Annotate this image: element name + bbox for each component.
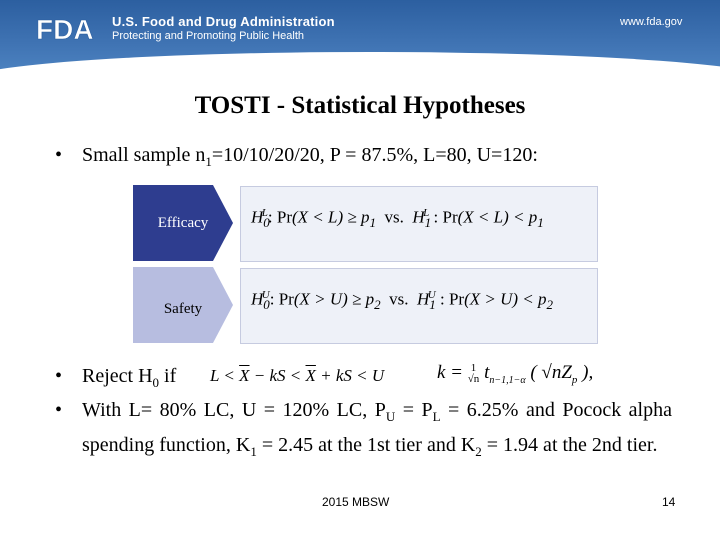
rejection-interval-formula: $L < \overline{X}$ − kS < $\overline{X}$ + kS < U xyxy=(210,366,385,385)
efficacy-label: Efficacy xyxy=(157,215,209,231)
safety-label: Safety xyxy=(163,301,203,317)
header-swoosh xyxy=(0,52,720,72)
svg-text:FDA: FDA xyxy=(36,14,94,44)
safety-hypothesis-panel xyxy=(240,268,598,344)
efficacy-hypothesis-panel xyxy=(240,186,598,262)
k-formula: k = 1 √n $t_{n-1,1-\alpha}$ ( $√nZ_p$ ), xyxy=(437,361,594,386)
efficacy-hypothesis: $H_0^L$: $Pr(X < L) \ge p_1$ vs. $H_1^L$ : $Pr(X < L) < p_1$ xyxy=(251,207,544,231)
fda-website-link[interactable]: www.fda.gov xyxy=(620,16,683,28)
slide-title: TOSTI - Statistical Hypotheses xyxy=(194,92,526,119)
bullet-reject-rule: Reject $H_0$ if xyxy=(82,365,177,390)
agency-tagline: Protecting and Promoting Public Health xyxy=(112,30,304,42)
agency-name: U.S. Food and Drug Administration xyxy=(112,14,335,29)
bullet-sample-size: Small sample $n_1=10/10/20/20$, P = 87.5%, L=80, U=120: xyxy=(82,144,538,169)
fda-logo xyxy=(35,14,103,44)
fda-header-banner xyxy=(0,0,720,72)
bullet-settings: With L= 80% LC, U = 120% LC, $P_U = P_L = 6.25\%$ and Pocock alpha spending function, $K_1 = 2.45$ at the 1st tier and $K_2 = 1.94$ at the 2nd tier. xyxy=(82,399,672,459)
bullet-marker: • xyxy=(55,399,63,421)
page-number: 14 xyxy=(662,495,676,509)
safety-hypothesis: $H_0^U$: $Pr(X > U) \ge p_2$ vs. $H_1^U$ : $Pr(X > U) < p_2$ xyxy=(251,289,554,313)
bullet-marker: • xyxy=(55,144,63,166)
footer-event: 2015 MBSW xyxy=(322,495,390,509)
bullet-marker: • xyxy=(55,365,63,387)
